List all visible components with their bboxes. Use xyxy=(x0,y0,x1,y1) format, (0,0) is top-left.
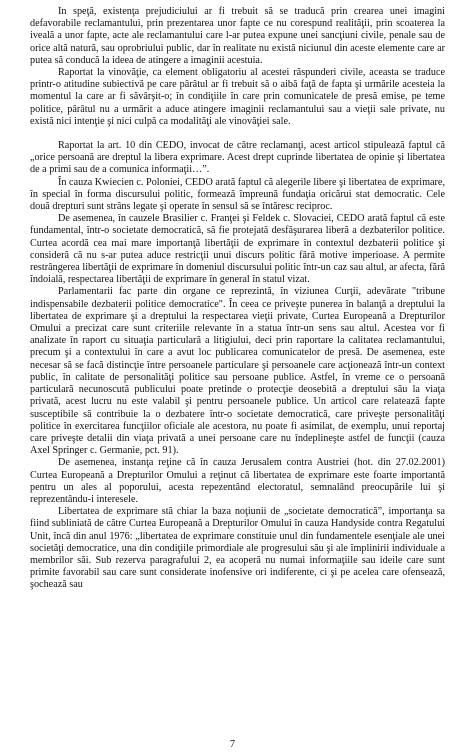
paragraph-gap xyxy=(30,128,445,140)
paragraph-jerusalem: De asemenea, instanţa reţine că în cauza Jerusalem contra Austriei (hot. din 27.02.2001) Curtea Europeană a Drepturilor Omului a reţinut că libertatea de exprimare este foarte importantă pentru un ales al poporului, acesta repezentând electoratul, semnalând preocupările lui şi reprezentându-i interesele. xyxy=(30,457,445,505)
paragraph-kwiecien: În cauza Kwiecien c. Poloniei, CEDO arată faptul că alegerile libere şi libertatea de exprimare, în special în forma discursului politic, formează împreună fundaţia oricărui stat democratic. Cele două drepturi sunt strâns legate şi operate în sensul să se întăresc reciproc. xyxy=(30,176,445,213)
paragraph-art10-cedo: Raportat la art. 10 din CEDO, invocat de către reclamanţi, acest articol stipulează faptul că „orice persoană are dreptul la libera exprimare. Acest drept cuprinde libertatea de opinie şi libertatea de a primi sau de a comunica informaţii…”. xyxy=(30,140,445,176)
paragraph-parlamentarii: Parlamentarii fac parte din organe ce reprezintă, în viziunea Curţii, adevărate "tribune indispensabile dezbaterii politice democratice". În ceea ce priveşte punerea în balanţă a dreptului la libertatea de exprimare şi a dreptului la respectarea vieţii private, Curtea Europeană a Drepturilor Omului a precizat care sunt criteriile relevante în a statua într-un sens sau altul. Acestea vor fi analizate în raport cu situaţia particulară a litigiului, deci prin raportare la calitatea reclamantului, precum şi a contextului în care a avut loc publicarea comunicatelor de presă. De asemenea, este necesar să se facă distincţie între persoanele particulare şi persoanele care acţionează într-un context public, în calitate de personalităţi politice sau persoane publice. Astfel, în vreme ce o persoană particulară necunoscută publicului poate pretinde o protecţie deosebită a dreptului său la viaţa privată, acest lucru nu este valabil şi pentru persoanele publice. Un articol care relatează fapte susceptibile să contribuie la o dezbatere într-o societate democratică, care priveşte personalităţi politice în exercitarea funcţiilor oficiale ale acestora, nu poate fi asimilat, de exemplu, unui reportaj care priveşte detalii din viaţa privată a unei persoane care nu îndeplineşte astfel de funcţii (cauza Axel Springer c. Germanie, pct. 91). xyxy=(30,286,445,457)
page-number: 7 xyxy=(229,739,236,750)
paragraph-brasilier-feldek: De asemenea, în cauzele Brasilier c. Franţei şi Feldek c. Slovaciei, CEDO arată faptul că este fundamental, într-o societate democratică, să fie protejată desfăşurarea liberă a dezbaterilor politice. Curtea acordă cea mai mare importanţă libertăţii de exprimare în contextul dezbaterii politice şi consideră că nu s-ar putea aduce restricţii unui discurs politic fără motive imperioase. A permite restrângerea libertăţii de exprimare în domeniul discursului politic într-un caz sau altul, ar afecta, fără îndoială, respectarea libertăţii de exprimare în general în statul vizat. xyxy=(30,213,445,286)
paragraph-vinovatie: Raportat la vinovăţie, ca element obligatoriu al acestei răspunderi civile, aceasta se traduce printr-o atitudine subiectivă pe care pârâtul ar fi trebuit să o aibă faţă de fapta şi urmările acesteia la momentul la care ar fi săvârşit-o; în condiţiile în care prin comunicatele de presă emise, pe teme politice, pârâtul nu a urmărit a aduce atingere imaginii reclamantului sau a vieţii sale private, nu există nici intenţie şi nici culpă ca modalităţi ale vinovăţiei sale. xyxy=(30,67,445,127)
document-page xyxy=(30,6,445,748)
paragraph-handyside: Libertatea de exprimare stă chiar la baza noţiunii de „societate democratică”, importanţa sa fiind subliniată de către Curtea Europeană a Drepturilor Omului în cauza Handyside contra Regatului Unit, încă din anul 1976: „libertatea de exprimare constituie unul din fundamentele esenţiale ale unei societăţi democratice, una din condiţiile primordiale ale progresului său şi ale împlinirii individuale a membrilor săi. Sub rezerva paragrafului 2, ea acoperă nu numai informaţiile sau ideile care sunt primite favorabil sau care sunt considerate inofensive ori indiferente, ci şi pe acelea care ofensează, şochează sau xyxy=(30,506,445,591)
paragraph-prejudiciu: În speţă, existenţa prejudiciului ar fi trebuit să se traducă prin crearea unei imagini defavorabile reclamantului, prin prezentarea unor fapte ce nu corespund realităţii, prin scoaterea la iveală a unor fapte, acte ale reclamantului care l-ar putea expune unei sancţiuni civile, penale sau de orice altă natură, sau oprobriului public, dar în realitate nu există niciunul din aceste elemente care ar putea să conducă la ideea de atingere a imaginii acestuia. xyxy=(30,6,445,66)
